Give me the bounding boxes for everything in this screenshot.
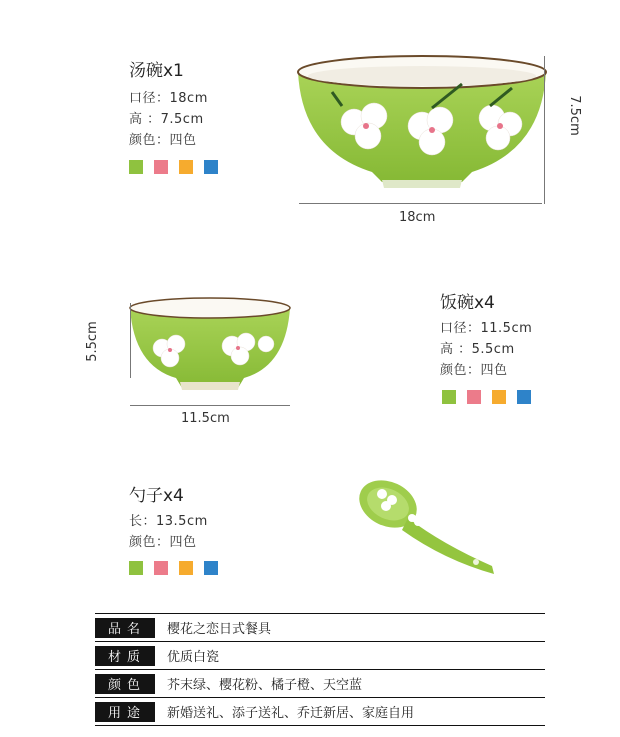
swatch-pink — [154, 160, 168, 174]
soup-width-line — [299, 203, 542, 204]
spoon-swatches — [129, 561, 218, 575]
soup-bowl-image — [292, 50, 554, 200]
table-row — [95, 613, 545, 642]
swatch-blue — [204, 160, 218, 174]
spoon-color: 颜色：四色 — [129, 535, 197, 550]
rice-height-label: 5.5cm — [84, 321, 100, 362]
row-value: 芥末绿、樱花粉、橘子橙、天空蓝 — [167, 678, 363, 693]
swatch-green — [129, 160, 143, 174]
rice-bowl-image — [124, 296, 296, 396]
table-row — [95, 698, 545, 726]
swatch-blue — [517, 390, 531, 404]
row-value: 优质白瓷 — [167, 650, 220, 665]
row-label: 材质 — [95, 646, 155, 666]
rice-bowl-title: 饭碗x4 — [440, 293, 495, 313]
swatch-orange — [179, 561, 193, 575]
spoon-title: 勺子x4 — [129, 486, 184, 506]
rice-bowl-swatches — [442, 390, 531, 404]
swatch-orange — [179, 160, 193, 174]
swatch-orange — [492, 390, 506, 404]
soup-bowl-title: 汤碗x1 — [129, 61, 184, 81]
soup-bowl-color: 颜色：四色 — [129, 133, 197, 148]
row-value: 新婚送礼、添子送礼、乔迁新居、家庭自用 — [167, 706, 415, 721]
swatch-green — [129, 561, 143, 575]
soup-height-line — [544, 56, 545, 204]
swatch-pink — [467, 390, 481, 404]
swatch-green — [442, 390, 456, 404]
soup-bowl-diameter: 口径：18cm — [129, 91, 208, 106]
rice-bowl-color: 颜色：四色 — [440, 363, 508, 378]
soup-height-label: 7.5cm — [566, 95, 582, 136]
swatch-pink — [154, 561, 168, 575]
row-label: 品名 — [95, 618, 155, 638]
rice-bowl-height: 高 ：5.5cm — [440, 342, 515, 357]
table-row — [95, 642, 545, 670]
soup-bowl-specs — [129, 88, 208, 151]
soup-bowl-height: 高 ：7.5cm — [129, 112, 204, 127]
soup-bowl-swatches — [129, 160, 218, 174]
row-label: 颜色 — [95, 674, 155, 694]
swatch-blue — [204, 561, 218, 575]
rice-width-line — [130, 405, 290, 406]
spoon-length: 长：13.5cm — [129, 514, 208, 529]
rice-bowl-specs — [440, 318, 532, 381]
rice-height-line — [130, 303, 131, 378]
rice-width-label: 11.5cm — [181, 411, 230, 426]
table-row — [95, 670, 545, 698]
row-label: 用途 — [95, 702, 155, 722]
row-value: 樱花之恋日式餐具 — [167, 622, 272, 637]
spoon-image — [352, 474, 502, 584]
spoon-specs — [129, 511, 208, 553]
soup-width-label: 18cm — [399, 210, 436, 225]
product-info-table — [95, 613, 545, 726]
rice-bowl-diameter: 口径：11.5cm — [440, 321, 533, 336]
